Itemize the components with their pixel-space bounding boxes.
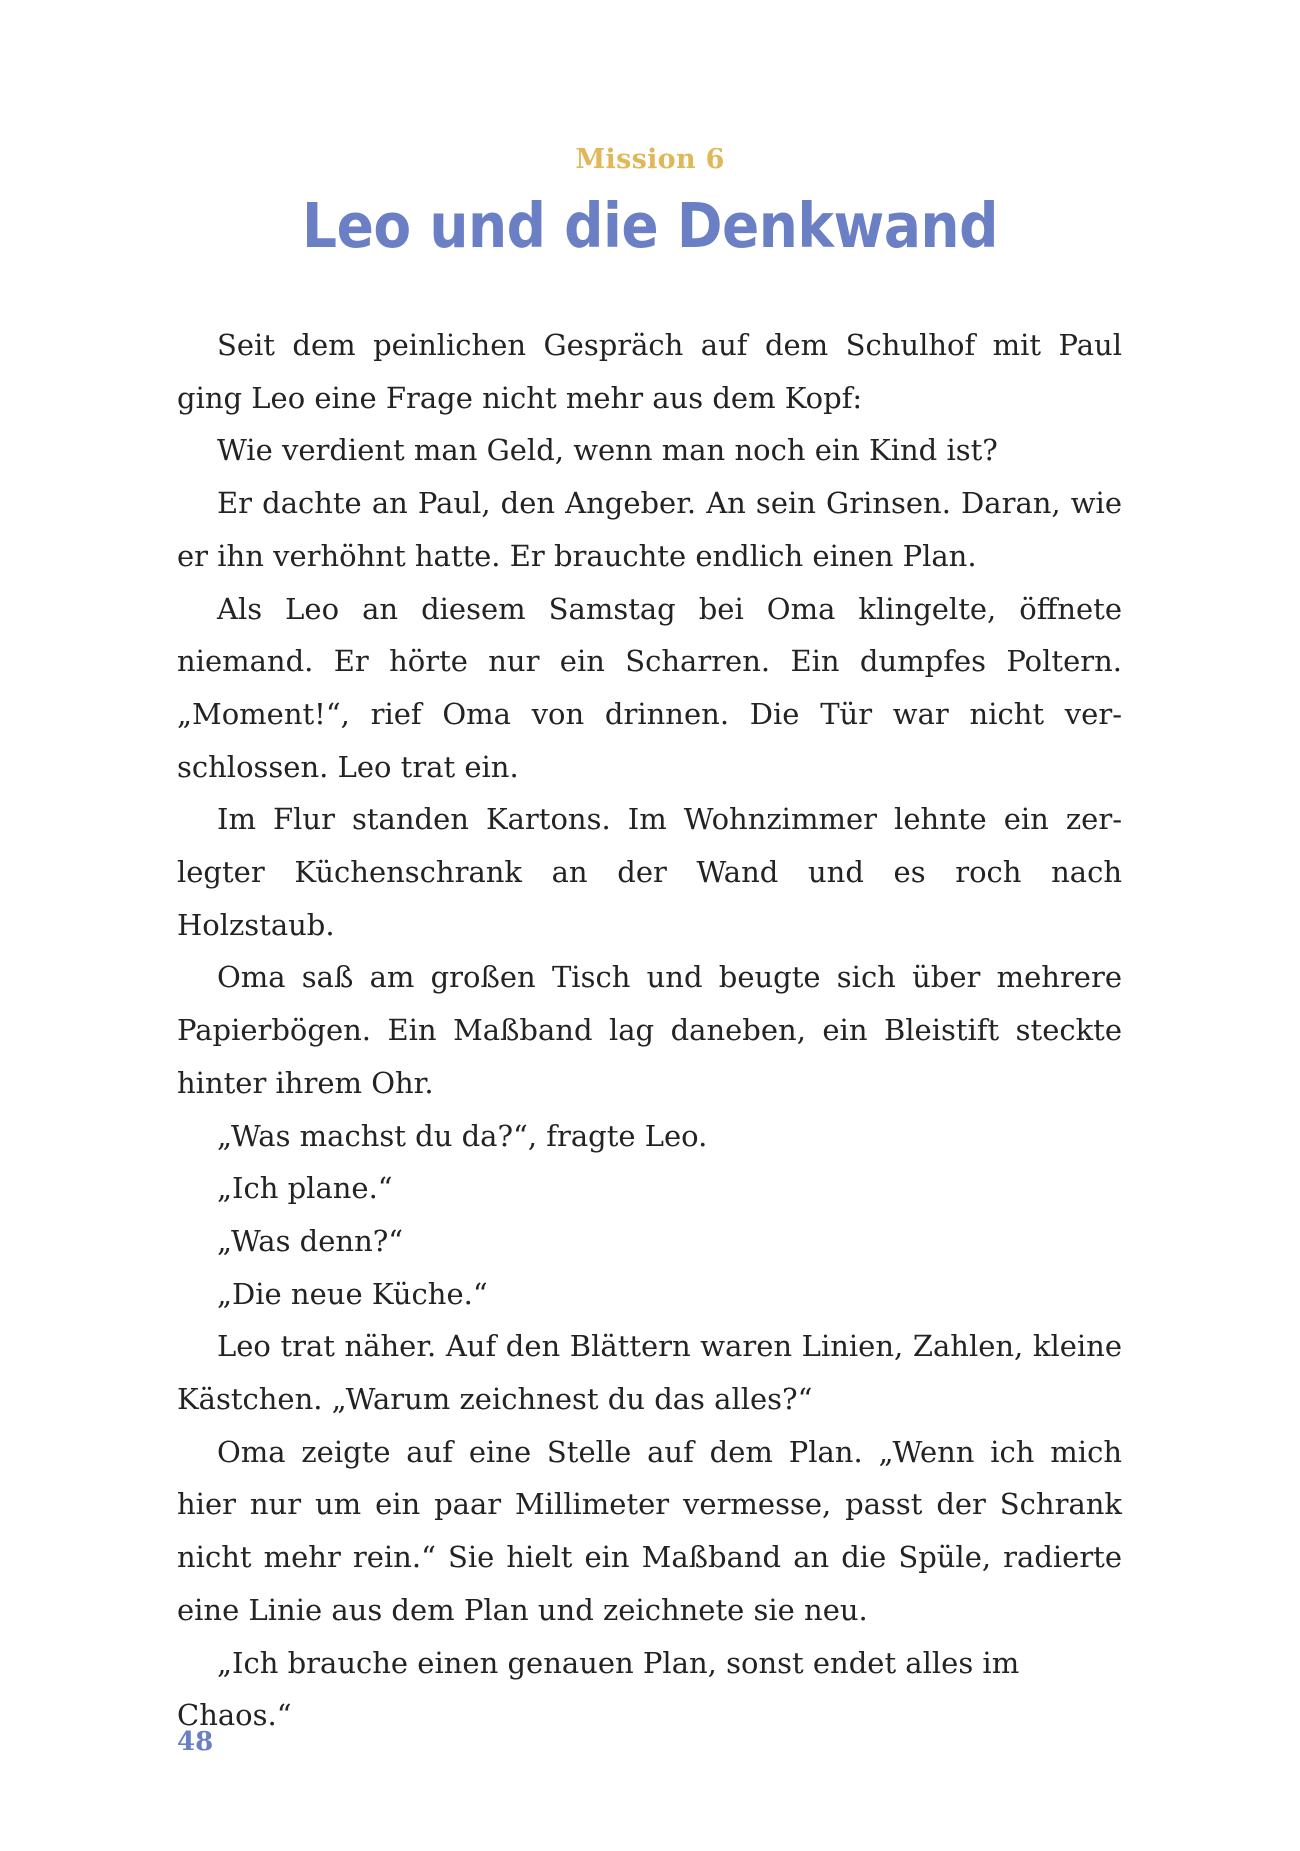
chapter-label: Mission 6	[575, 144, 725, 175]
paragraph: „Ich plane.“	[217, 1171, 393, 1206]
paragraph: Im Flur standen Kartons. Im Wohnzimmer lehnte ein zerlegter Küchenschrank an der Wand und es roch nach Holzstaub.	[177, 802, 1122, 942]
paragraph: Oma saß am großen Tisch und beugte sich über mehrere Papierbögen. Ein Maßband lag daneben, ein Bleistift steckte hinter ihrem Ohr.	[177, 960, 1122, 1100]
paragraph: Er dachte an Paul, den Angeber. An sein Grinsen. Daran, wie er ihn verhöhnt hatte. Er brauchte endlich einen Plan.	[177, 486, 1122, 573]
paragraph: Oma zeigte auf eine Stelle auf dem Plan. „Wenn ich mich hier nur um ein paar Millimeter vermesse, passt der Schrank nicht mehr rein.“ Sie hielt ein Maßband an die Spüle, radierte eine Linie aus dem Plan und zeichnete sie neu.	[177, 1434, 1122, 1627]
paragraph: „Was machst du da?“, fragte Leo.	[217, 1118, 708, 1153]
paragraph: „Die neue Küche.“	[217, 1276, 488, 1311]
paragraph: „Ich brauche einen genauen Plan, sonst endet alles im Chaos.“	[177, 1645, 1020, 1733]
body-text	[177, 319, 1122, 1742]
chapter-title: Leo und die Denkwand	[302, 190, 998, 262]
paragraph: „Was denn?“	[217, 1223, 404, 1258]
paragraph: Seit dem peinlichen Gespräch auf dem Schulhof mit Paul ging Leo eine Frage nicht mehr aus dem Kopf:	[177, 328, 1122, 415]
paragraph: Leo trat näher. Auf den Blättern waren Linien, Zahlen, kleine Kästchen. „Warum zeichnest du das alles?“	[177, 1329, 1122, 1417]
paragraph: Wie verdient man Geld, wenn man noch ein Kind ist?	[217, 433, 998, 468]
paragraph: Als Leo an diesem Samstag bei Oma klingelte, öffnete niemand. Er hörte nur ein Scharren. Ein dumpfes Poltern. „Moment!“, rief Oma von drinnen. Die Tür war nicht verschlossen. Leo trat ein.	[177, 591, 1122, 784]
page-number: 48	[177, 1727, 214, 1757]
